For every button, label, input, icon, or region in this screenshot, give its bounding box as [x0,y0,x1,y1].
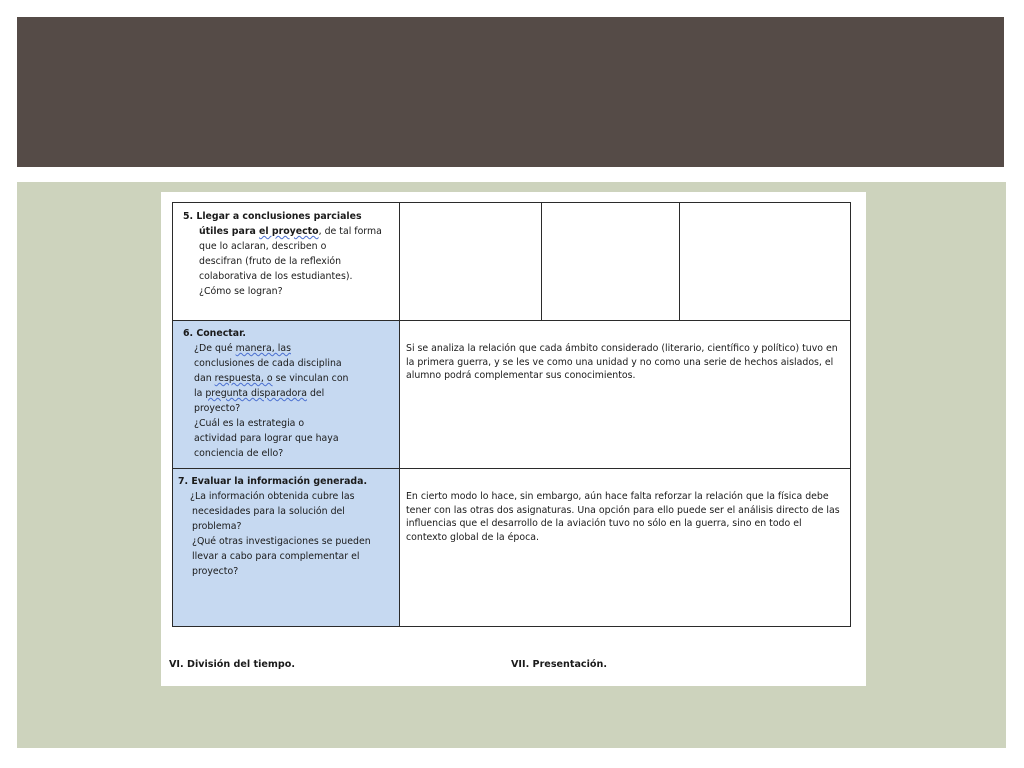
question-cell-7 [173,469,400,627]
project-table [172,202,851,627]
question-title-6: 6. Conectar. [183,328,246,339]
question-title-5: 5. Llegar a conclusiones parciales [183,211,362,222]
question-line: proyecto? [192,566,239,577]
question-line: ¿De qué manera, las [194,343,291,354]
answer-cell-6 [400,321,851,469]
question-line: ¿Cuál es la estrategia o [194,418,305,429]
question-line: necesidades para la solución del [192,506,345,517]
question-line: ¿La información obtenida cubre las [190,491,355,502]
question-cell-5 [173,203,400,321]
question-line: colaborativa de los estudiantes). [199,271,353,282]
empty-cell [400,203,542,321]
question-line: llevar a cabo para complementar el [192,551,360,562]
empty-cell [680,203,851,321]
slide-title-bar [17,17,1004,167]
question-line: proyecto? [194,403,241,414]
question-title-7: 7. Evaluar la información generada. [178,476,368,487]
empty-cell [542,203,680,321]
question-line: dan respuesta, o se vinculan con [194,373,349,384]
question-line: que lo aclaran, describen o [199,241,327,252]
question-cell-6 [173,321,400,469]
answer-cell-7 [400,469,851,627]
question-line: conciencia de ello? [194,448,284,459]
table-row-5 [173,203,851,321]
table-row-7 [173,469,851,627]
question-line: conclusiones de cada disciplina [194,358,342,369]
table-row-6 [173,321,851,469]
section-heading-presentation: VII. Presentación. [511,659,607,670]
question-line: ¿Qué otras investigaciones se pueden [192,536,371,547]
question-line: la pregunta disparadora del [194,388,325,399]
question-line: útiles para el proyecto, de tal forma [199,226,382,237]
question-line: problema? [192,521,242,532]
question-line: actividad para lograr que haya [194,433,339,444]
question-line: ¿Cómo se logran? [199,286,283,297]
document-image [161,192,866,686]
answer-text-7: En cierto modo lo hace, sin embargo, aún hace falta reforzar la relación que la física debe tener con las otras dos asignaturas. Una opción para ello puede ser el análisis directo de las influencias que el desarrollo de la aviación tuvo no sólo en la guerra, sino en todo el contexto global de la época. [406,491,840,543]
question-line: descifran (fruto de la reflexión [199,256,342,267]
answer-text-6: Si se analiza la relación que cada ámbito considerado (literario, científico y político) tuvo en la primera guerra, y se les ve como una unidad y no como una serie de hechos aislados, el alumno podrá complementar sus conocimientos. [406,343,838,381]
section-heading-time: VI. División del tiempo. [169,659,296,670]
